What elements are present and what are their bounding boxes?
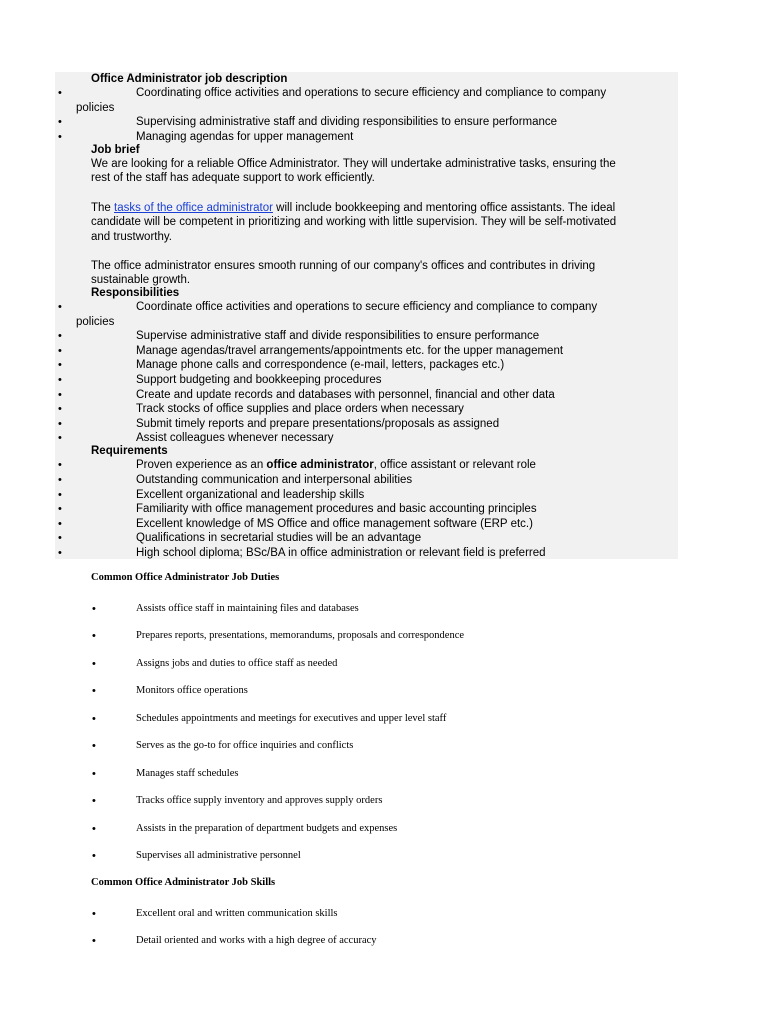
duty-item: Schedules appointments and meetings for executives and upper level staff	[136, 713, 447, 724]
requirement-item	[136, 458, 536, 472]
requirement-text: Proven experience as an	[136, 459, 267, 471]
brief-paragraph-1: rest of the staff has adequate support to work efficiently.	[91, 172, 375, 184]
bullet: •	[58, 459, 62, 471]
requirement-item: Outstanding communication and interpersonal abilities	[136, 474, 413, 486]
bullet: •	[92, 685, 96, 697]
bullet: •	[58, 474, 62, 486]
bullet: •	[58, 301, 62, 313]
bullet: •	[92, 935, 96, 947]
duty-item: Serves as the go-to for office inquiries and conflicts	[136, 740, 354, 751]
intro-bullet: Managing agendas for upper management	[136, 131, 354, 143]
bullet: •	[58, 330, 62, 342]
bullet: •	[58, 403, 62, 415]
requirements-heading: Requirements	[91, 445, 168, 457]
bullet: •	[58, 345, 62, 357]
brief-paragraph-2: and trustworthy.	[91, 231, 172, 243]
bullet: •	[92, 658, 96, 670]
bullet: •	[92, 795, 96, 807]
bullet: •	[92, 740, 96, 752]
bullet: •	[92, 768, 96, 780]
responsibility-continuation: policies	[76, 316, 115, 328]
bullet: •	[58, 432, 62, 444]
responsibility-item: Supervise administrative staff and divide responsibilities to ensure performance	[136, 330, 540, 342]
bullet: •	[92, 603, 96, 615]
responsibility-item: Track stocks of office supplies and place orders when necessary	[136, 403, 464, 415]
bullet: •	[92, 823, 96, 835]
requirement-text: , office assistant or relevant role	[373, 459, 536, 471]
duty-item: Prepares reports, presentations, memorandums, proposals and correspondence	[136, 630, 465, 641]
responsibility-item: Support budgeting and bookkeeping procedures	[136, 374, 382, 386]
bullet: •	[92, 713, 96, 725]
bullet: •	[58, 532, 62, 544]
brief-paragraph-2	[91, 201, 615, 215]
duty-item: Manages staff schedules	[136, 768, 239, 779]
document-title: Office Administrator job description	[91, 73, 288, 85]
duty-item: Tracks office supply inventory and approves supply orders	[136, 795, 383, 806]
intro-bullet-continuation: policies	[76, 102, 115, 114]
duties-heading: Common Office Administrator Job Duties	[91, 572, 280, 583]
responsibility-item: Create and update records and databases with personnel, financial and other data	[136, 389, 555, 401]
responsibility-item: Coordinate office activities and operations to secure efficiency and compliance to company	[136, 301, 598, 313]
bullet: •	[58, 87, 62, 99]
skills-heading: Common Office Administrator Job Skills	[91, 877, 276, 888]
bullet: •	[58, 131, 62, 143]
bullet: •	[58, 374, 62, 386]
bullet: •	[58, 547, 62, 559]
skill-item: Excellent oral and written communication skills	[136, 908, 338, 919]
requirement-item: Familiarity with office management procedures and basic accounting principles	[136, 503, 537, 515]
brief-paragraph-2: candidate will be competent in prioritizing and working with little supervision. They will be self-motivated	[91, 216, 617, 228]
brief-paragraph-3: The office administrator ensures smooth running of our company's offices and contributes in driving	[91, 260, 596, 272]
bullet: •	[92, 630, 96, 642]
brief-text: will include bookkeeping and mentoring office assistants. The ideal	[272, 202, 616, 214]
requirement-item: Qualifications in secretarial studies will be an advantage	[136, 532, 422, 544]
bullet: •	[58, 116, 62, 128]
duty-item: Assists in the preparation of department budgets and expenses	[136, 823, 398, 834]
brief-paragraph-1: We are looking for a reliable Office Administrator. They will undertake administrative tasks, ensuring the	[91, 158, 616, 170]
responsibility-item: Manage agendas/travel arrangements/appointments etc. for the upper management	[136, 345, 564, 357]
responsibilities-heading: Responsibilities	[91, 287, 180, 299]
bullet: •	[58, 359, 62, 371]
bullet: •	[58, 518, 62, 530]
duty-item: Assigns jobs and duties to office staff as needed	[136, 658, 338, 669]
job-brief-heading: Job brief	[91, 144, 140, 156]
brief-paragraph-3: sustainable growth.	[91, 274, 191, 286]
requirement-item: High school diploma; BSc/BA in office administration or relevant field is preferred	[136, 547, 546, 559]
bullet: •	[58, 389, 62, 401]
skill-item: Detail oriented and works with a high degree of accuracy	[136, 935, 377, 946]
duty-item: Assists office staff in maintaining files and databases	[136, 603, 359, 614]
requirement-item: Excellent knowledge of MS Office and office management software (ERP etc.)	[136, 518, 533, 530]
responsibility-item: Assist colleagues whenever necessary	[136, 432, 334, 444]
duty-item: Monitors office operations	[136, 685, 248, 696]
bullet: •	[58, 418, 62, 430]
responsibility-item: Manage phone calls and correspondence (e-mail, letters, packages etc.)	[136, 359, 505, 371]
responsibility-item: Submit timely reports and prepare presentations/proposals as assigned	[136, 418, 500, 430]
tasks-link[interactable]: tasks of the office administrator	[114, 202, 273, 214]
bullet: •	[58, 489, 62, 501]
intro-bullet: Coordinating office activities and operations to secure efficiency and compliance to company	[136, 87, 607, 99]
brief-text: The	[91, 202, 115, 214]
bullet: •	[92, 908, 96, 920]
duty-item: Supervises all administrative personnel	[136, 850, 301, 861]
bullet: •	[92, 850, 96, 862]
requirement-bold-text: office administrator	[266, 459, 374, 471]
intro-bullet: Supervising administrative staff and dividing responsibilities to ensure performance	[136, 116, 558, 128]
bullet: •	[58, 503, 62, 515]
requirement-item: Excellent organizational and leadership skills	[136, 489, 365, 501]
